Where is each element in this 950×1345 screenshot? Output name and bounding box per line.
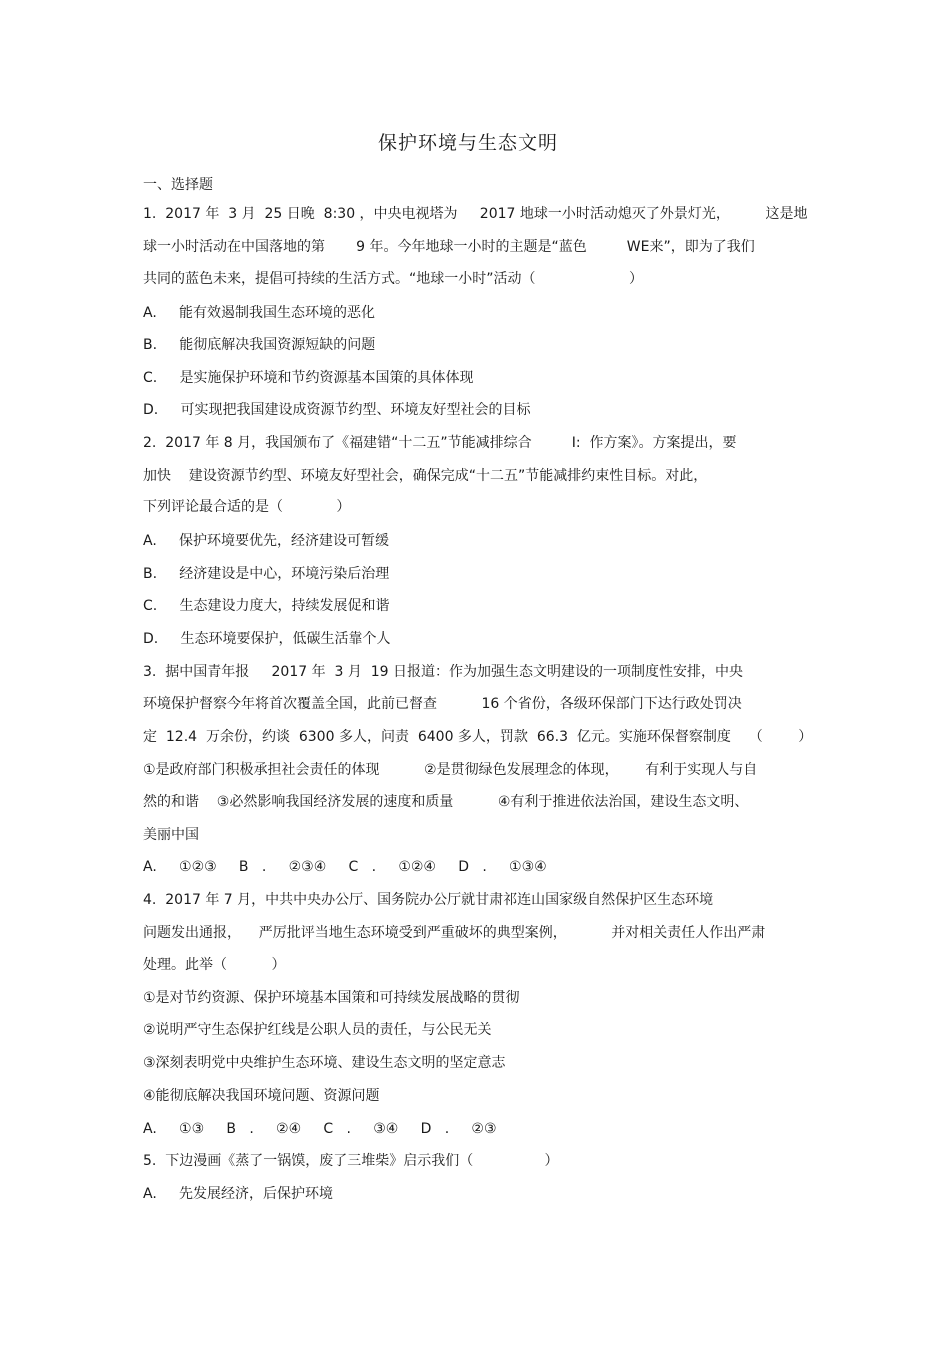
text-line: 3. 据中国青年报 2017 年 3 月 19 日报道：作为加强生态文明建设的一项制度性安排，中央 [143,664,744,680]
text-line: 球一小时活动在中国落地的第 9 年。今年地球一小时的主题是“蓝色 WE来”，即为了我们 [143,239,755,255]
text-line: 2. 2017 年 8 月，我国颁布了《福建错“十二五”节能减排综合 I: 作方案》。方案提出，要 [143,435,737,451]
text-line: 环境保护督察今年将首次覆盖全国，此前已督查 16 个省份，各级环保部门下达行政处罚决 [143,696,742,712]
text-line: ③深刻表明党中央维护生态环境、建设生态文明的坚定意志 [143,1055,506,1071]
text-line: 处理。此举（ ） [143,957,286,973]
text-line: ①是对节约资源、保护环境基本国策和可持续发展战略的贯彻 [143,990,520,1006]
text-line: ④能彻底解决我国环境问题、资源问题 [143,1088,380,1104]
text-line: A. 先发展经济，后保护环境 [143,1186,334,1202]
text-line: 1. 2017 年 3 月 25 日晚 8:30 ，中央电视塔为 2017 地球一小时活动熄灭了外景灯光， 这是地 [143,206,808,222]
text-line: 5. 下边漫画《蒸了一锅馍，废了三堆柴》启示我们（ ） [143,1153,559,1169]
text-line: D. 可实现把我国建设成资源节约型、环境友好型社会的目标 [143,402,531,418]
text-line: A. ①②③ B . ②③④ C . ①②④ D . ①③④ [143,859,547,875]
text-line: B. 能彻底解决我国资源短缺的问题 [143,337,376,353]
text-line: 定 12.4 万余份，约谈 6300 多人，问责 6400 多人，罚款 66.3 亿元。实施环保督察制度 （ ） [143,729,813,745]
text-line: A. 能有效遏制我国生态环境的恶化 [143,305,376,321]
text-line: 然的和谐 ③必然影响我国经济发展的速度和质量 ④有利于推进依法治国，建设生态文明、 [143,794,749,810]
text-line: A. ①③ B . ②④ C . ③④ D . ②③ [143,1121,497,1137]
text-line: A. 保护环境要优先，经济建设可暂缓 [143,533,390,549]
text-line: D. 生态环境要保护，低碳生活靠个人 [143,631,391,647]
text-line: ②说明严守生态保护红线是公职人员的责任，与公民无关 [143,1022,492,1038]
document-title: 保护环境与生态文明 [377,132,558,154]
text-line: C. 是实施保护环境和节约资源基本国策的具体体现 [143,370,474,386]
text-line: C. 生态建设力度大，持续发展促和谐 [143,598,390,614]
text-line: 问题发出通报， 严厉批评当地生态环境受到严重破坏的典型案例， 并对相关责任人作出严肃 [143,925,766,941]
text-line: 下列评论最合适的是（ ） [143,499,351,515]
text-line: 4. 2017 年 7 月，中共中央办公厅、国务院办公厅就甘肃祁连山国家级自然保护区生态环境 [143,892,714,908]
text-line: B. 经济建设是中心，环境污染后治理 [143,566,390,582]
text-line: ①是政府部门积极承担社会责任的体现 ②是贯彻绿色发展理念的体现， 有利于实现人与自 [143,762,758,778]
text-line: 美丽中国 [143,827,199,843]
text-line: 共同的蓝色未来，提倡可持续的生活方式。“地球一小时”活动（ ） [143,271,643,287]
text-line: 一、选择题 [143,177,213,193]
text-line: 加快 建设资源节约型、环境友好型社会，确保完成“十二五”节能减排约束性目标。对此， [143,468,708,484]
